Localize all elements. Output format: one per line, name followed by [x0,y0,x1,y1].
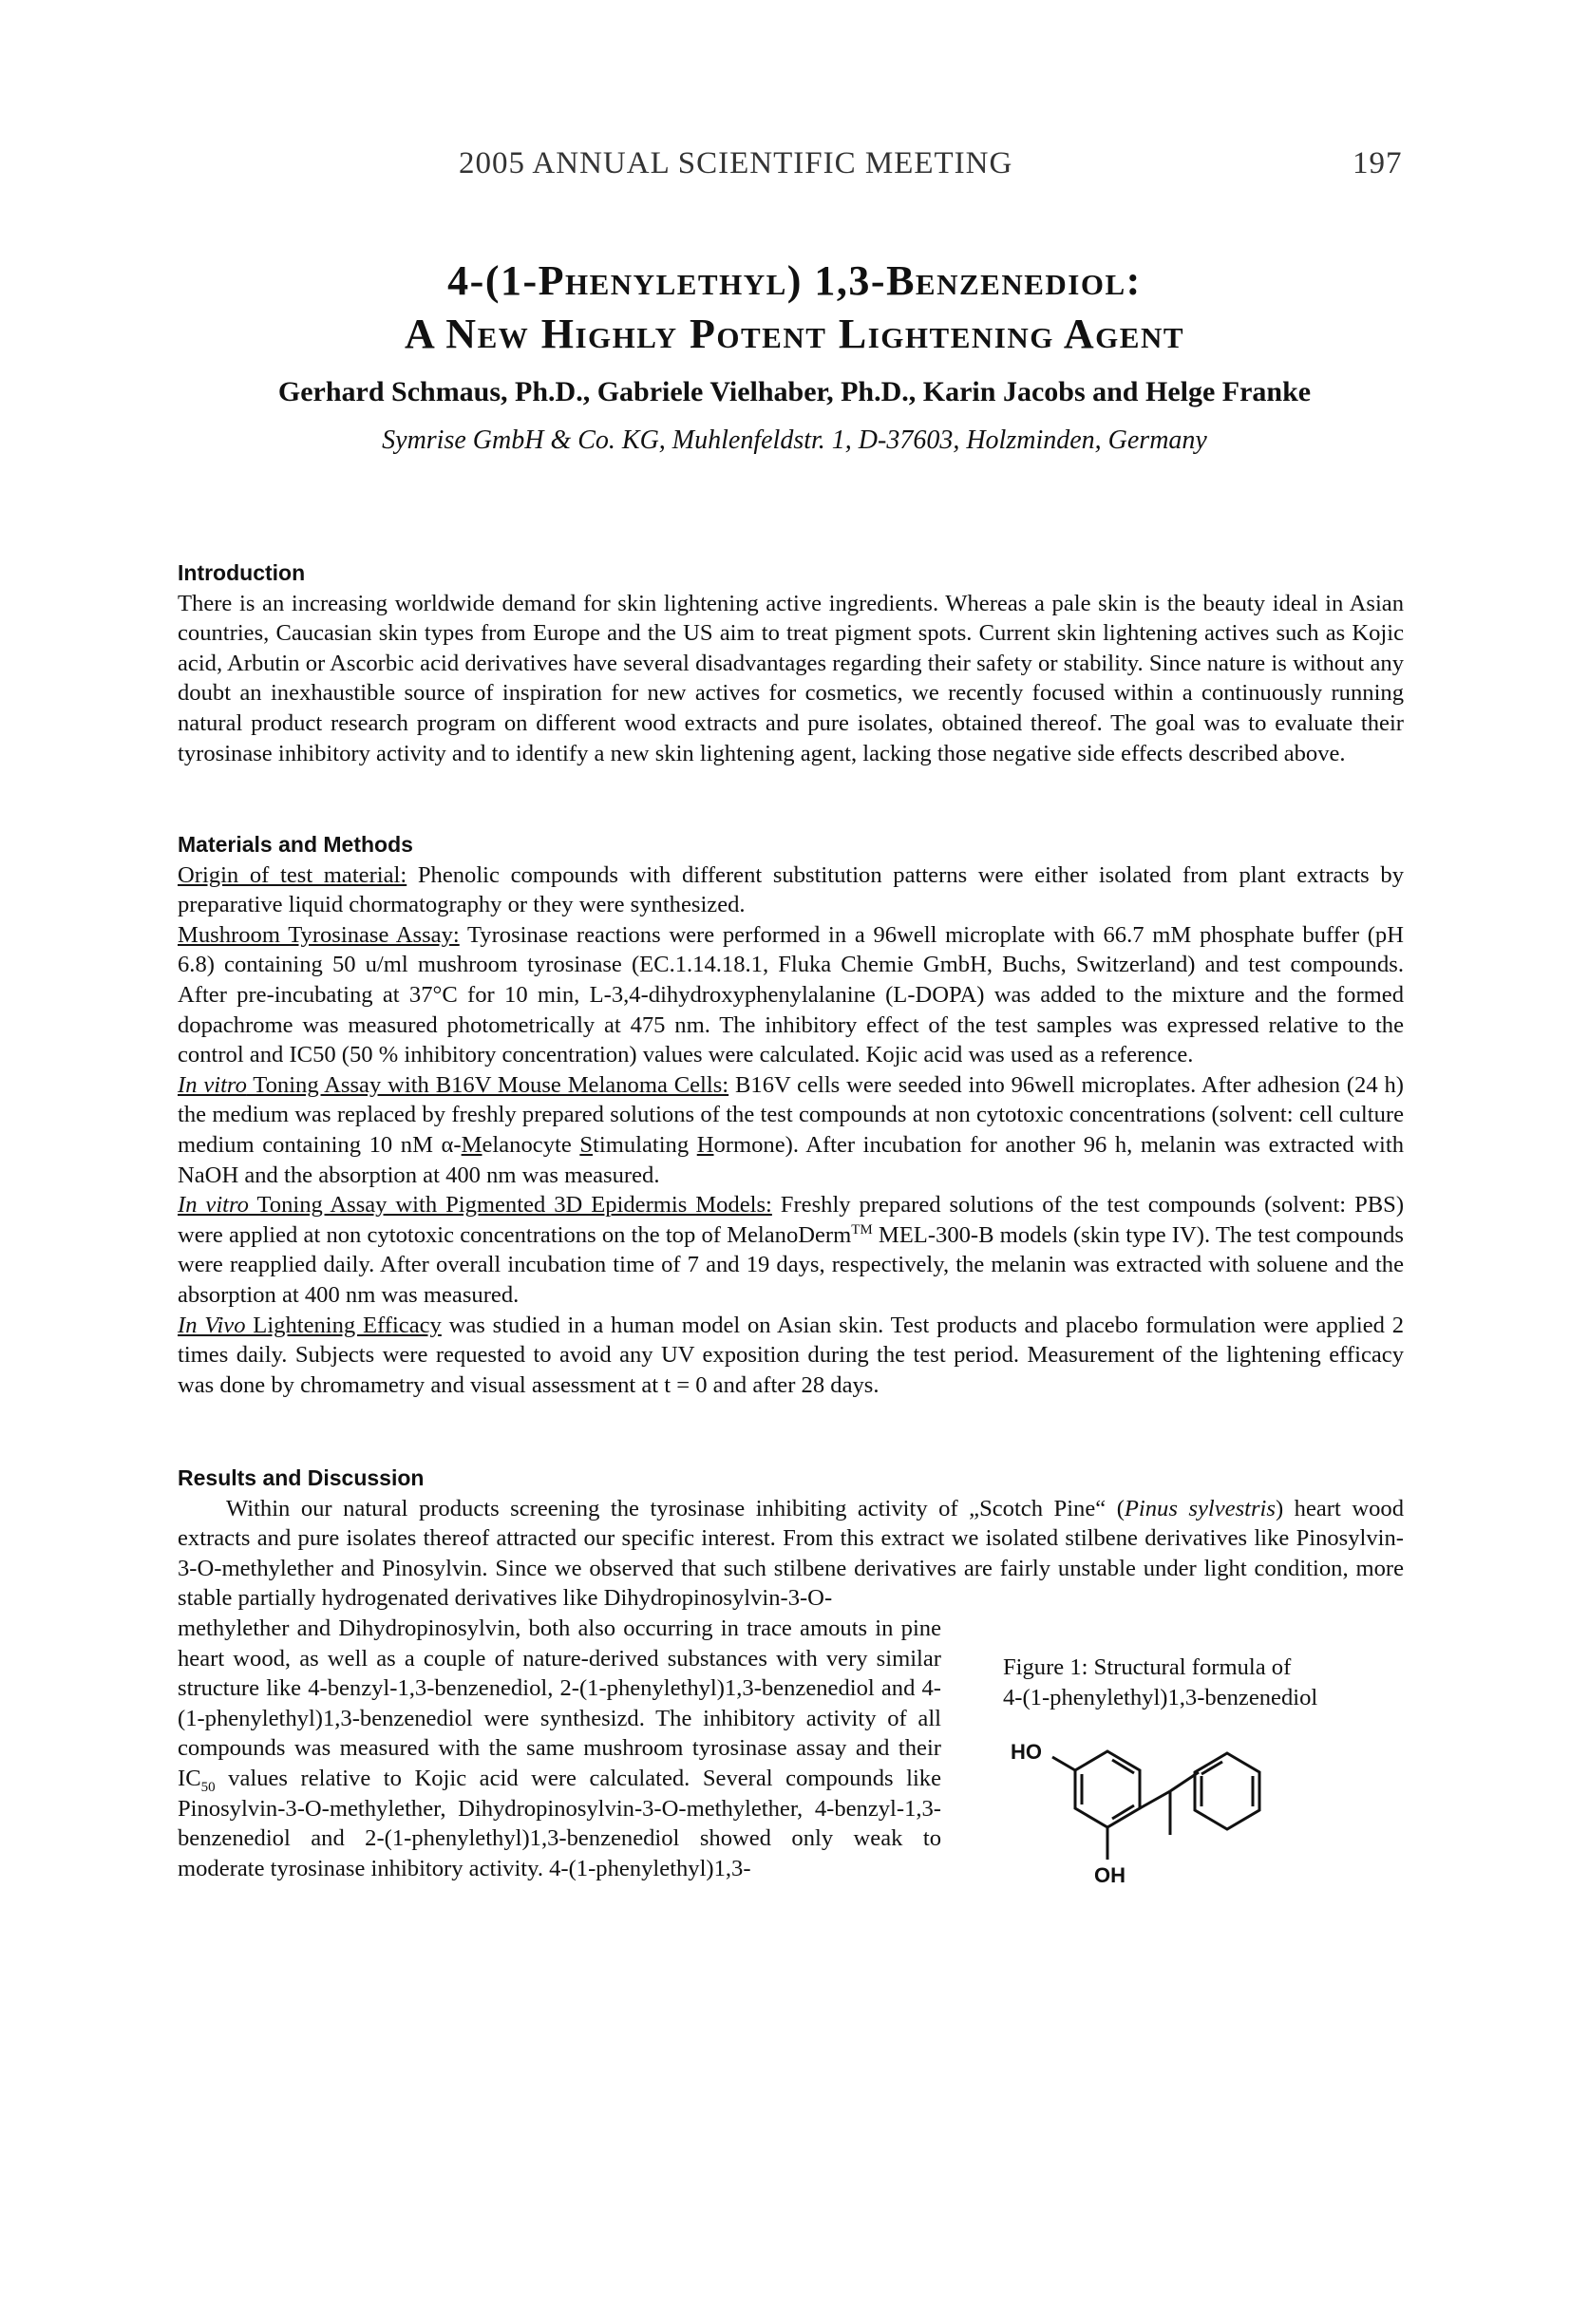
b16-m: M [461,1131,482,1158]
results-p2-b: values relative to Kojic acid were calculated. Several compounds like Pinosylvin-3-O-methylether, Dihydropinosylvin-3-O-methylether, 4-benzyl-1,3-benzenediol and 2-(1-phenylethyl)1,3-benzenediol showed only weak to moderate tyrosinase inhibitory activity. 4-(1-phenylethyl)1,3- [178,1765,941,1881]
introduction-heading: Introduction [178,560,306,585]
epidermis-label-rest: Toning Assay with Pigmented 3D Epidermis Models: [248,1192,772,1219]
invivo-label [178,1313,442,1338]
b16-paragraph [178,1070,1404,1190]
structural-formula [1003,1730,1316,1930]
results-paragraph-2 [178,1614,941,1883]
trademark-sup: TM [851,1221,873,1238]
oh-label: OH [1094,1863,1126,1887]
methods-section [178,830,1404,1400]
b16-label [178,1072,728,1098]
introduction-section [178,558,1404,768]
b16-text-c: timulating [593,1131,697,1158]
epidermis-text-b: MEL-300-B models (skin type IV). The test compounds were reapplied daily. After overall incubation time of 7 and 19 days, respectively, the melanin was extracted with soluene and the absorption at 400 nm was measured. [178,1221,1404,1308]
invivo-paragraph [178,1311,1404,1401]
epidermis-paragraph [178,1190,1404,1310]
author-list: Gerhard Schmaus, Ph.D., Gabriele Vielhaber, Ph.D., Karin Jacobs and Helge Franke [277,376,1312,407]
paper-title [0,255,1589,361]
ho-bond [1052,1757,1075,1770]
ho-label: HO [1011,1740,1042,1764]
epidermis-label-italic: In vitro [178,1192,249,1219]
running-title: 2005 ANNUAL SCIENTIFIC MEETING [459,146,1013,180]
origin-text: Phenolic compounds with different substitution patterns were either isolated from plant extracts by preparative liquid chormatography or they were synthesized. [178,861,1404,918]
invivo-label-rest: Lightening Efficacy [245,1312,442,1338]
b16-label-rest: Toning Assay with B16V Mouse Melanoma Cells: [246,1071,729,1098]
title-line-2: A New Highly Potent Lightening Agent [404,311,1185,357]
linker-bond [1140,1791,1170,1808]
title-line-1: 4-(1-Phenylethyl) 1,3-Benzenediol: [447,257,1142,304]
b16-s: S [579,1131,594,1158]
mushroom-paragraph [178,920,1404,1070]
mushroom-text: Tyrosinase reactions were performed in a 96well microplate with 66.7 mM phosphate buffer (pH 6.8) containing 50 u/ml mushroom tyrosinase (EC.1.14.18.1, Fluka Chemie GmbH, Buchs, Switzerland) and test compounds. After pre-incubating at 37°C for 10 min, L-3,4-dihydroxyphenylalanine (L-DOPA) was added to the mixture and the formed dopachrome was measured photometrically at 475 nm. The inhibitory effect of the test samples was expressed relative to the control and IC50 (50 % inhibitory concentration) values were calculated. Kojic acid was used as a reference. [178,921,1404,1068]
phenyl-ring [1195,1753,1259,1829]
b16-text-b: elanocyte [482,1131,580,1158]
b16-h: H [696,1131,714,1158]
results-paragraph-1 [178,1494,1404,1614]
results-p2-a: methylether and Dihydropinosylvin, both also occurring in trace amouts in pine heart wood, as well as a couple of nature-derived substances with very similar structure like 4-benzyl-1,3-benzenediol, 2-(1-phenylethyl)1,3-benzenediol and 4-(1-phenylethyl)1,3-benzenediol were synthesizd. The inhibitory activity of all compounds was measured with the same mushroom tyrosinase assay and their IC [178,1615,941,1791]
epidermis-label [178,1192,772,1218]
ic50-subscript: 50 [200,1779,216,1795]
figure-1 [1003,1653,1411,1937]
introduction-paragraph: There is an increasing worldwide demand for skin lightening active ingredients. Whereas a pale skin is the beauty ideal in Asian countries, Caucasian skin types from Europe and the US aim to treat pigment spots. Current skin lightening actives such as Kojic acid, Arbutin or Ascorbic acid derivatives have several disadvantages regarding their safety or stability. Since nature is without any doubt an inexhaustible source of inspiration for new actives for cosmetics, we recently focused within a continuously running natural product research program on different wood extracts and pure isolates, obtained thereof. The goal was to evaluate their tyrosinase inhibitory activity and to identify a new skin lightening agent, lacking those negative side effects described above. [178,590,1404,766]
page-number: 197 [1353,146,1403,180]
origin-paragraph [178,860,1404,920]
running-header [0,142,1589,184]
b16-text-d: ormone). After incubation for another 96 h, melanin was extracted with NaOH and the absorption at 400 nm was measured. [178,1131,1405,1188]
methods-heading: Materials and Methods [178,832,413,857]
b16-label-italic: In vitro [178,1071,247,1098]
affiliation: Symrise GmbH & Co. KG, Muhlenfeldstr. 1, D-37603, Holzminden, Germany [382,425,1207,455]
invivo-text: was studied in a human model on Asian skin. Test products and placebo formulation were applied 2 times daily. Subjects were requested to avoid any UV exposition during the test period. Measurement of the lightening efficacy was done by chromametry and visual assessment at t = 0 and after 28 days. [178,1312,1404,1398]
results-p1-b: ) heart wood extracts and pure isolates thereof attracted our specific interest. From this extract we isolated stilbene derivatives like Pinosylvin-3-O-methylether and Pinosylvin. Since we observed that such stilbene derivatives are fairly unstable under light condition, more stable partially hydrogenated derivatives like Dihydropinosylvin-3-O- [178,1495,1405,1612]
origin-label: Origin of test material: [178,861,407,888]
b16-text-a: B16V cells were seeded into 96well microplates. After adhesion (24 h) the medium was replaced by freshly prepared solutions of the test compounds at non cytotoxic concentrations (solvent: cell culture medium containing 10 nM α- [178,1071,1404,1158]
results-p1-a: Within our natural products screening the tyrosinase inhibiting activity of „Scotch Pine“ ( [226,1495,1125,1521]
epidermis-text-a: Freshly prepared solutions of the test compounds (solvent: PBS) were applied at non cytotoxic concentrations on the top of MelanoDerm [178,1192,1405,1248]
figure-caption-line-1: Figure 1: Structural formula of [1003,1654,1292,1680]
benzenediol-ring [1075,1751,1140,1827]
invivo-label-italic: In Vivo [178,1312,246,1338]
results-heading: Results and Discussion [178,1465,425,1490]
mushroom-label: Mushroom Tyrosinase Assay: [178,921,460,948]
figure-caption-line-2: 4-(1-phenylethyl)1,3-benzenediol [1003,1684,1318,1710]
results-p1-italic: Pinus sylvestris [1124,1495,1276,1521]
